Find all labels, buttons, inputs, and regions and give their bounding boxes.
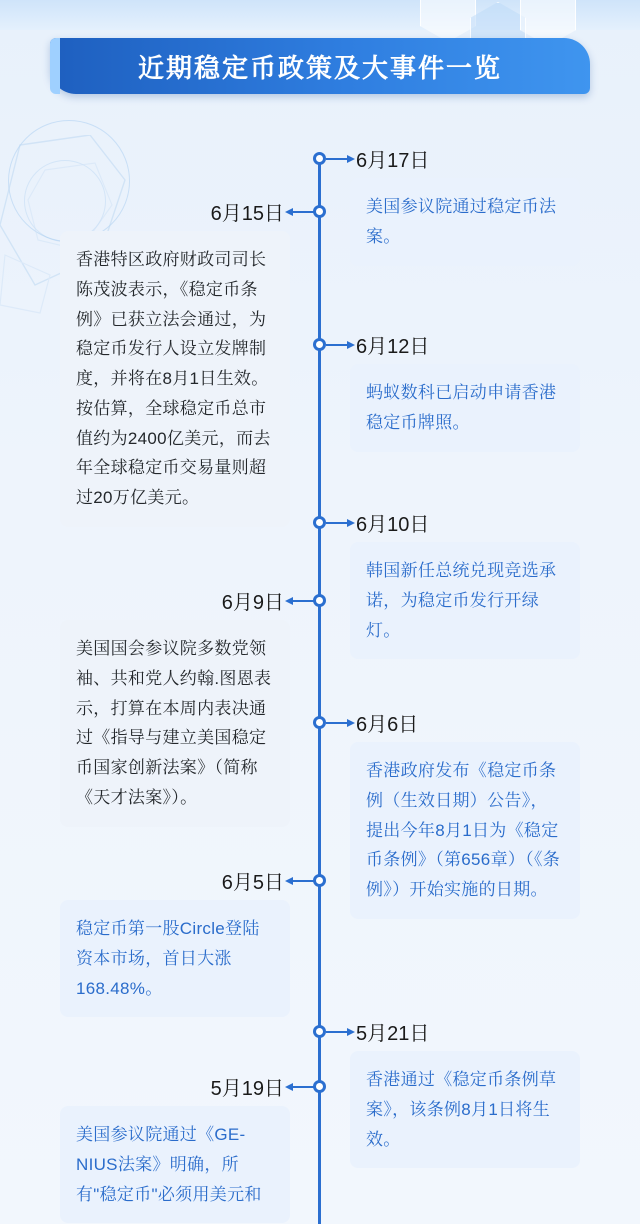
timeline-card: 蚂蚁数科已启动申请香港稳定币牌照。: [350, 364, 580, 452]
timeline-date: 6月15日: [210, 203, 284, 225]
timeline-connector: [292, 1086, 314, 1088]
timeline-connector: [292, 880, 314, 882]
timeline-date: 6月17日: [356, 150, 430, 172]
timeline-node: [313, 716, 326, 729]
timeline-node: [313, 874, 326, 887]
timeline-card: 美国国会参议院多数党领袖、共和党人约翰.图恩表示，打算在本周内表决通过《指导与建立美国稳定币国家创新法案》（简称《天才法案》）。: [60, 620, 290, 827]
timeline-connector: [326, 722, 348, 724]
timeline-connector: [326, 158, 348, 160]
timeline-date: 5月21日: [356, 1023, 430, 1045]
timeline-card: 稳定币第一股Circle登陆资本市场，首日大涨168.48%。: [60, 900, 290, 1017]
timeline-date: 6月5日: [221, 872, 284, 894]
timeline-date: 6月12日: [356, 336, 430, 358]
timeline-connector: [326, 344, 348, 346]
timeline-node: [313, 338, 326, 351]
title-accent-bar: [50, 38, 60, 94]
timeline-card: 美国参议院通过《GE-NIUS法案》明确，所有"稳定币"必须用美元和: [60, 1106, 290, 1223]
timeline-node: [313, 1025, 326, 1038]
timeline-date: 6月9日: [221, 592, 284, 614]
timeline-date: 6月6日: [356, 714, 419, 736]
timeline-node: [313, 594, 326, 607]
timeline-connector: [292, 211, 314, 213]
hexagon-decor-icon: [420, 0, 476, 42]
timeline-node: [313, 1080, 326, 1093]
timeline-card: 美国参议院通过稳定币法案。: [350, 178, 580, 266]
timeline-date: 6月10日: [356, 514, 430, 536]
page-title-banner: [50, 38, 590, 94]
timeline-connector: [326, 522, 348, 524]
timeline-connector: [326, 1031, 348, 1033]
timeline-node: [313, 152, 326, 165]
timeline-node: [313, 516, 326, 529]
timeline-card: 香港政府发布《稳定币条例（生效日期）公告》，提出今年8月1日为《稳定币条例》（第656章）（《条例》）开始实施的日期。: [350, 742, 580, 919]
timeline-axis: [318, 154, 321, 1224]
timeline-card: 香港通过《稳定币条例草案》，该条例8月1日将生效。: [350, 1051, 580, 1168]
page-title: 近期稳定币政策及大事件一览: [137, 52, 502, 83]
timeline-node: [313, 205, 326, 218]
timeline-connector: [292, 600, 314, 602]
timeline-card: 香港特区政府财政司司长陈茂波表示，《稳定币条例》已获立法会通过，为稳定币发行人设立发牌制度，并将在8月1日生效。按估算，全球稳定币总市值约为2400亿美元，而去年全球稳定币交易量则超过20万亿美元。: [60, 231, 290, 527]
timeline: [0, 130, 640, 1224]
timeline-card: 韩国新任总统兑现竞选承诺，为稳定币发行开绿灯。: [350, 542, 580, 659]
timeline-date: 5月19日: [210, 1078, 284, 1100]
